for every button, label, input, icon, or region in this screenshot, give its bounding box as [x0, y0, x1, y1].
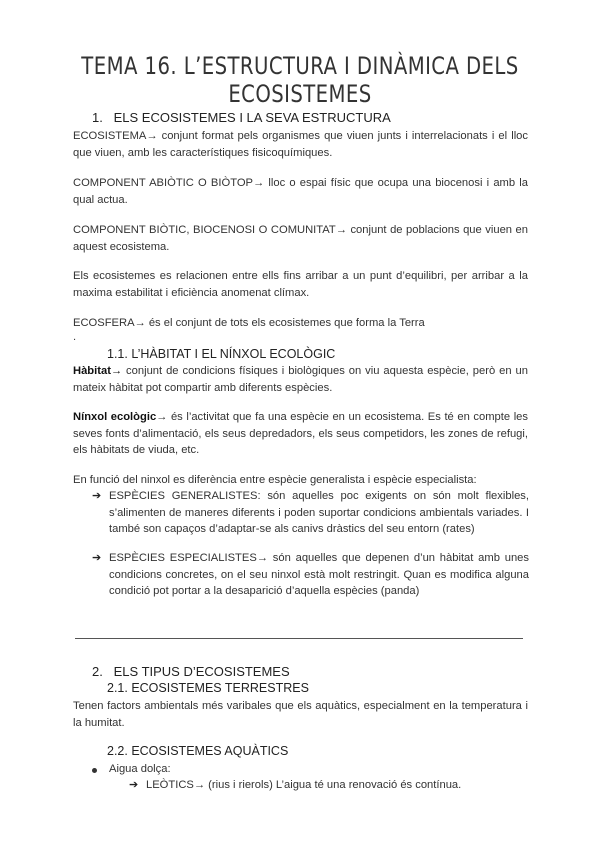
- ninxol-text: → és l’activitat que fa una espècie en un ecosistema. Es té en compte les seves fonts d’alimentació, els seus depredadors, els seus competidors, les zones de refugi, els hàbitats de viuda, etc.: [73, 411, 528, 456]
- stray-dot: .: [73, 331, 77, 343]
- section-1-title: ELS ECOSISTEMES I LA SEVA ESTRUCTURA: [113, 110, 391, 125]
- generalistes-bullet: ESPÈCIES GENERALISTES: són aquelles poc exigents on són molt flexibles, s’alimenten de maneres diferents i poden suportar condicions ambientals variades. I també son capaços d’adaptar-se als canivs dràstics del seu entorn (rates): [109, 490, 529, 535]
- arrow-bullet-icon: ➔: [92, 552, 102, 564]
- especialistes-bullet: ESPÈCIES ESPECIALISTES→ són aquelles que depenen d’un hàbitat amb unes condicions concretes, on el seu ninxol està molt restringit. Quan es modifica alguna condició pot portar a la desaparició d’aquella espècies (panda): [109, 552, 529, 597]
- ecosfera-definition: ECOSFERA→ és el conjunt de tots els ecosistemes que forma la Terra: [73, 317, 425, 329]
- section-1-heading: [92, 110, 391, 125]
- subsection-1-1-heading: 1.1. L’HÀBITAT I EL NÍNXOL ECOLÒGIC: [107, 347, 336, 361]
- section-1-number: 1.: [92, 110, 103, 125]
- page-title: TEMA 16. L’ESTRUCTURA I DINÀMICA DELS ECOSISTEMES: [81, 52, 519, 108]
- aigua-dolca-bullet: Aigua dolça:: [109, 763, 171, 775]
- arrow-bullet-icon: ➔: [129, 779, 139, 791]
- ecosistema-definition: ECOSISTEMA→ conjunt format pels organismes que viuen junts i interrelacionats i el lloc que viuen, amb les característiques fisicoquímiques.: [73, 130, 528, 159]
- subsection-2-1-heading: 2.1. ECOSISTEMES TERRESTRES: [107, 681, 309, 695]
- section-2-heading: [92, 664, 290, 679]
- horizontal-divider: [75, 638, 523, 639]
- ninxol-intro: En funció del ninxol es diferència entre espècie generalista i espècie especialista:: [73, 474, 477, 486]
- bullet-dot-icon: [92, 768, 97, 773]
- equilibri-paragraph: Els ecosistemes es relacionen entre ells fins arribar a un punt d’equilibri, per arribar a la maxima estabilitat i eficiència anomenat clímax.: [73, 270, 528, 299]
- habitat-term: Hàbitat→: [73, 365, 123, 377]
- section-2-title: ELS TIPUS D’ECOSISTEMES: [113, 664, 290, 679]
- abiotic-definition: COMPONENT ABIÒTIC O BIÒTOP→ lloc o espai físic que ocupa una biocenosi i amb la qual actua.: [73, 177, 528, 206]
- ninxol-definition: [73, 409, 528, 459]
- subsection-2-2-heading: 2.2. ECOSISTEMES AQUÀTICS: [107, 744, 289, 758]
- section-2-number: 2.: [92, 664, 103, 679]
- habitat-text: conjunt de condicions físiques i biològiques on viu aquesta espècie, però en un mateix hàbitat pot compartir amb diferents espècies.: [73, 365, 528, 394]
- habitat-definition: [73, 363, 528, 396]
- biotic-definition: COMPONENT BIÒTIC, BIOCENOSI O COMUNITAT→ conjunt de poblacions que viuen en aquest ecosistema.: [73, 224, 528, 253]
- terrestres-paragraph: Tenen factors ambientals més varibales que els aquàtics, especialment en la temperatura i la humitat.: [73, 700, 528, 729]
- ninxol-term: Nínxol ecològic: [73, 411, 157, 423]
- arrow-bullet-icon: ➔: [92, 490, 102, 502]
- leotics-subbullet: LEÒTICS→ (rius i rierols) L’aigua té una renovació és contínua.: [146, 779, 462, 791]
